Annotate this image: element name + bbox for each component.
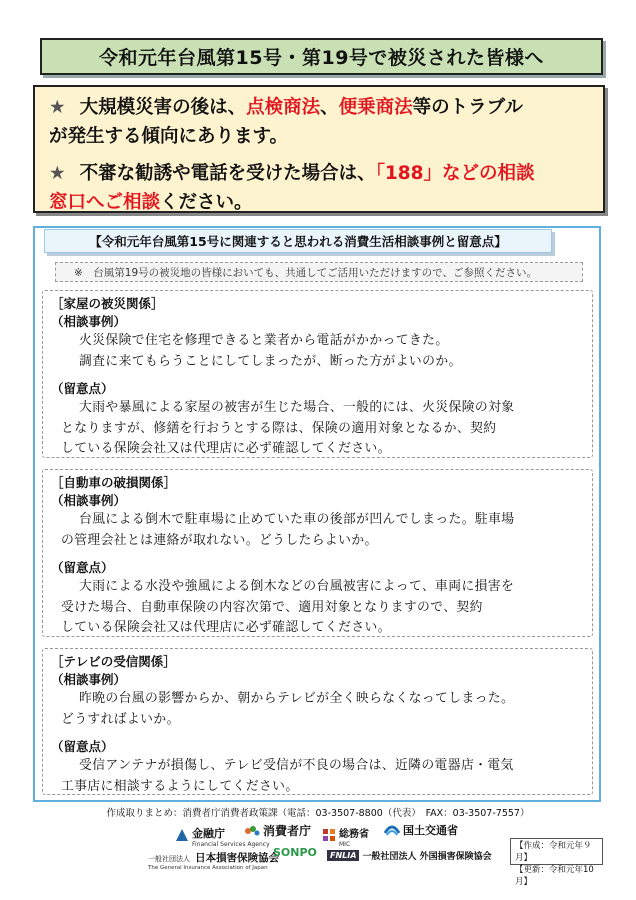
point-line: 大雨や暴風による家屋の被害が生じた場合、一般的には、火災保険の対象 <box>79 400 515 415</box>
point-line: 大雨による水没や強風による倒木などの台風被害によって、車両に損害を <box>79 579 515 594</box>
warning-highlight: 窓口へご相談 <box>49 192 161 213</box>
example-line: 火災保険で住宅を修理できると業者から電話がかかってきた。 <box>79 333 449 348</box>
example-text <box>51 510 582 551</box>
example-line: どうすればよいか。 <box>61 711 180 727</box>
point-line: 工事店に相談するようにしてください。 <box>61 778 299 794</box>
warning-line-1-cont: が発生する傾向にあります。 <box>49 126 289 147</box>
section-header: 【令和元年台風第15号に関連すると思われる消費生活相談事例と留意点】 <box>44 229 552 253</box>
warning-highlight: 便乗商法 <box>338 97 413 118</box>
warning-text: 大規模災害の後は、 <box>79 97 247 118</box>
example-line: 調査に来てもらうことにしてしまったが、断った方がよいのか。 <box>79 353 462 369</box>
mlit-logo <box>384 822 458 838</box>
example-line: の管理会社とは連絡が取れない。どうしたらよいか。 <box>61 532 378 548</box>
case-house <box>42 290 593 458</box>
gia-logo <box>148 846 279 871</box>
warning-text: 、 <box>320 97 339 118</box>
caa-icon <box>244 824 260 838</box>
warning-line-2-cont <box>49 188 593 217</box>
updated-date: 【更新：令和元年10月】 <box>515 865 594 887</box>
example-line: 台風による倒木で駐車場に止めていた車の後部が凹んでしまった。駐車場 <box>79 512 515 527</box>
point-line: している保険会社又は代理店に必ず確認してください。 <box>61 620 391 635</box>
point-line: 受信アンテナが損傷し、テレビ受信が不良の場合は、近隣の電器店・電気 <box>79 758 514 773</box>
example-label: （相談事例） <box>51 314 127 329</box>
date-box <box>510 838 603 887</box>
case-tv <box>42 648 593 795</box>
fnlia-mark: FNLIA <box>327 850 359 861</box>
sonpo-logo <box>273 846 317 859</box>
fnlia-name: 一般社団法人 外国損害保険協会 <box>362 852 492 862</box>
warning-text: 等のトラブル <box>412 97 523 118</box>
fnlia-logo <box>327 849 492 862</box>
gia-name: 日本損害保険協会 <box>195 852 280 864</box>
warning-highlight: 「188」などの相談 <box>375 163 535 184</box>
case-title: ［テレビの受信関係］ <box>51 654 176 669</box>
caa-logo <box>244 822 311 839</box>
sonpo-name: SONPO <box>273 846 317 859</box>
page-title: 令和元年台風第15号・第19号で被災された皆様へ <box>40 38 603 75</box>
point-label: （留意点） <box>51 739 114 754</box>
mic-name: 総務省 <box>339 829 369 840</box>
case-title: ［自動車の破損関係］ <box>51 475 177 490</box>
created-date: 【作成：令和元年９月】 <box>515 841 592 863</box>
warning-box <box>33 85 605 213</box>
section-note: ※ 台風第19号の被災地の皆様においても、共通してご活用いただけますので、ご参照ください。 <box>55 262 583 282</box>
point-line: 受けた場合、自動車保険の内容次第で、適用対象となりますので、契約 <box>61 599 483 615</box>
point-label: （留意点） <box>51 381 114 396</box>
fsa-en: Financial Services Agency <box>192 841 270 848</box>
gia-prefix: 一般社団法人 <box>148 855 190 863</box>
point-text <box>51 398 582 460</box>
mic-icon <box>322 828 336 842</box>
mic-logo <box>322 822 369 848</box>
warning-text: 不審な勧誘や電話を受けた場合は、 <box>79 163 376 184</box>
star-icon: ★ <box>49 163 66 184</box>
example-text <box>51 331 582 372</box>
point-line: となりますが、修繕を行おうとする際は、保険の適用対象となるか、契約 <box>61 420 497 436</box>
example-label: （相談事例） <box>51 493 127 508</box>
point-label: （留意点） <box>51 560 114 575</box>
star-icon: ★ <box>49 97 66 118</box>
warning-text: ください。 <box>160 192 253 213</box>
example-line: 昨晩の台風の影響からか、朝からテレビが全く映らなくなってしまった。 <box>79 691 515 706</box>
mic-en: MIC <box>339 841 351 848</box>
point-text <box>51 577 582 639</box>
example-label: （相談事例） <box>51 672 127 687</box>
warning-line-2 <box>49 159 593 188</box>
gia-en: The General Insurance Association of Japan <box>148 865 268 871</box>
point-text <box>51 756 582 797</box>
caa-name: 消費者庁 <box>263 824 312 838</box>
case-car <box>42 469 593 637</box>
case-title: ［家屋の被災関係］ <box>51 296 164 311</box>
example-text <box>51 689 582 730</box>
compiled-by: 作成取りまとめ：消費者庁消費者政策課（電話：03-3507-8800（代表） FAX：03-3507-7557） <box>106 808 530 819</box>
fsa-icon <box>175 828 189 842</box>
fsa-name: 金融庁 <box>192 827 225 840</box>
mlit-name: 国土交通省 <box>403 824 458 837</box>
warning-highlight: 点検商法 <box>246 97 321 118</box>
mlit-icon <box>384 823 400 837</box>
warning-line-1 <box>49 93 593 122</box>
point-line: している保険会社又は代理店に必ず確認してください。 <box>61 441 391 456</box>
